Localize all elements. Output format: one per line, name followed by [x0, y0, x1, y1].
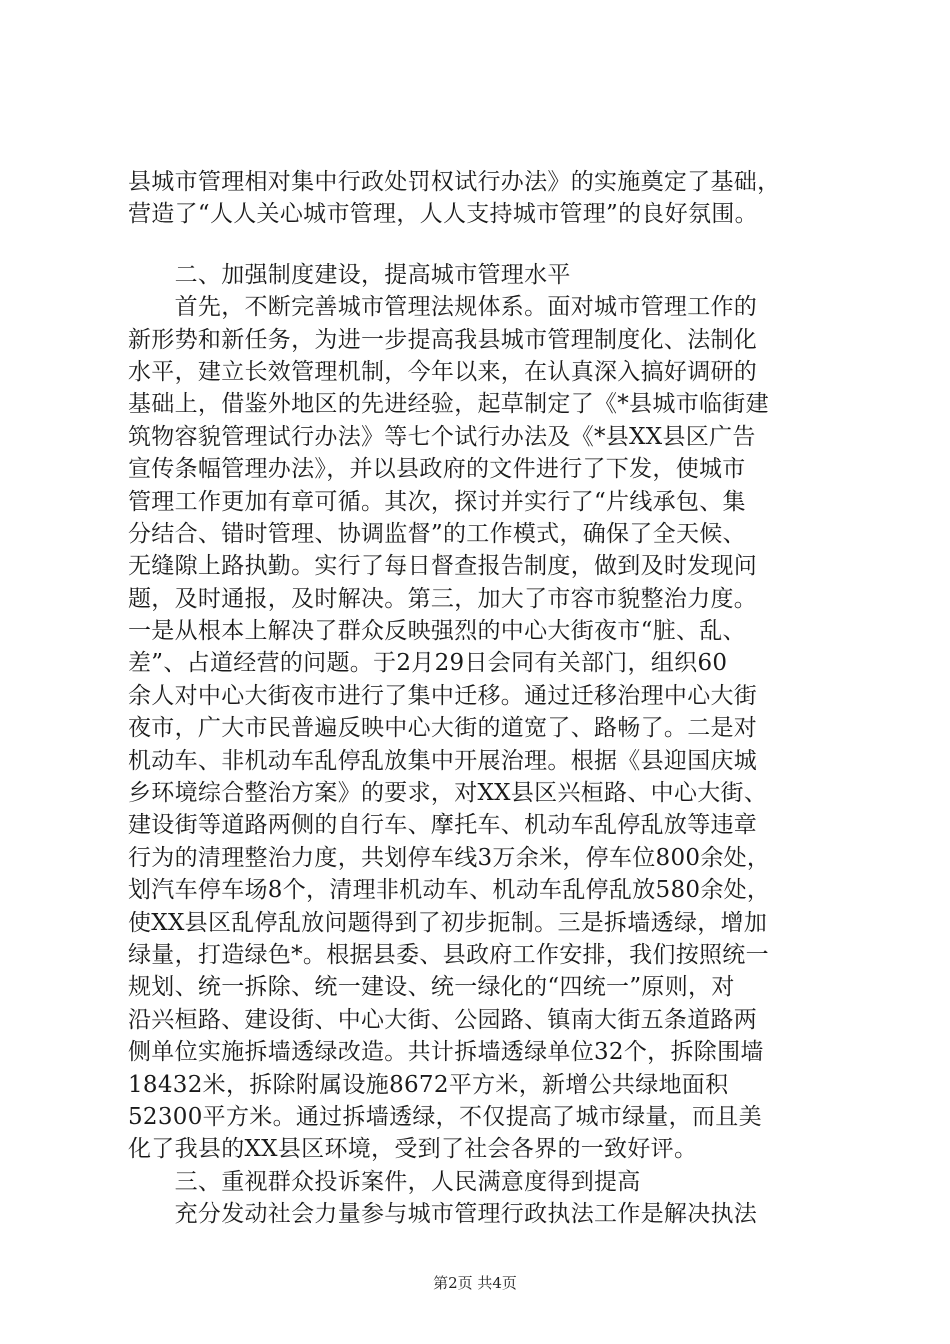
text-line: 基础上，借鉴外地区的先进经验，起草制定了《*县城市临街建 — [128, 391, 769, 418]
text-line: 沿兴桓路、建设街、中心大街、公园路、镇南大街五条道路两 — [128, 1006, 758, 1033]
text-line: 宣传条幅管理办法》，并以县政府的文件进行了下发，使城市 — [128, 456, 746, 483]
text-line: 水平，建立长效管理机制，今年以来，在认真深入搞好调研的 — [128, 358, 758, 385]
paragraph-gap — [128, 231, 834, 259]
text-line: 新形势和新任务，为进一步提高我县城市管理制度化、法制化 — [128, 326, 758, 353]
text-line: 建设街等道路两侧的自行车、摩托车、机动车乱停乱放等违章 — [128, 812, 758, 839]
text-line: 夜市，广大市民普遍反映中心大街的道宽了、路畅了。二是对 — [128, 715, 758, 742]
text-line: 侧单位实施拆墙透绿改造。共计拆墙透绿单位32个，拆除围墙 — [128, 1039, 764, 1066]
text-line: 18432米，拆除附属设施8672平方米，新增公共绿地面积 — [128, 1071, 729, 1098]
text-line: 绿量，打造绿色*。根据县委、县政府工作安排，我们按照统一 — [128, 941, 769, 968]
text-line: 分结合、错时管理、协调监督”的工作模式，确保了全天候、 — [128, 520, 746, 547]
text-line: 充分发动社会力量参与城市管理行政执法工作是解决执法 — [128, 1201, 758, 1228]
text-line: 差”、占道经营的问题。于2月29日会同有关部门，组织60 — [128, 650, 728, 677]
text-line: 乡环境综合整治方案》的要求，对XX县区兴桓路、中心大街、 — [128, 780, 768, 807]
section-heading-3: 三、重视群众投诉案件，人民满意度得到提高 — [128, 1168, 641, 1195]
text-line: 营造了“人人关心城市管理，人人支持城市管理”的良好氛围。 — [128, 201, 758, 228]
text-line: 划汽车停车场8个，清理非机动车、机动车乱停乱放580余处， — [128, 877, 771, 904]
page-number-footer: 第2页 共4页 — [433, 1274, 517, 1292]
text-line: 一是从根本上解决了群众反映强烈的中心大街夜市“脏、乱、 — [128, 618, 746, 645]
section-heading-2: 二、加强制度建设，提高城市管理水平 — [128, 261, 571, 288]
text-line: 52300平方米。通过拆墙透绿，不仅提高了城市绿量，而且美 — [128, 1103, 762, 1130]
text-line: 无缝隙上路执勤。实行了每日督查报告制度，做到及时发现问 — [128, 553, 758, 580]
text-line: 行为的清理整治力度，共划停车线3万余米，停车位800余处， — [128, 844, 771, 871]
text-line: 使XX县区乱停乱放问题得到了初步扼制。三是拆墙透绿，增加 — [128, 909, 768, 936]
text-line: 化了我县的XX县区环境，受到了社会各界的一致好评。 — [128, 1136, 698, 1163]
text-line: 首先，不断完善城市管理法规体系。面对城市管理工作的 — [128, 294, 758, 321]
text-line: 管理工作更加有章可循。其次，探讨并实行了“片线承包、集 — [128, 488, 746, 515]
text-line: 机动车、非机动车乱停乱放集中开展治理。根据《县迎国庆城 — [128, 747, 758, 774]
text-line: 筑物容貌管理试行办法》等七个试行办法及《*县XX县区广告 — [128, 423, 756, 450]
body-text — [128, 166, 834, 1231]
text-line: 余人对中心大街夜市进行了集中迁移。通过迁移治理中心大街 — [128, 682, 758, 709]
text-line: 规划、统一拆除、统一建设、统一绿化的“四统一”原则，对 — [128, 974, 735, 1001]
text-line: 题，及时通报，及时解决。第三，加大了市容市貌整治力度。 — [128, 585, 758, 612]
text-line: 县城市管理相对集中行政处罚权试行办法》的实施奠定了基础， — [128, 169, 781, 195]
